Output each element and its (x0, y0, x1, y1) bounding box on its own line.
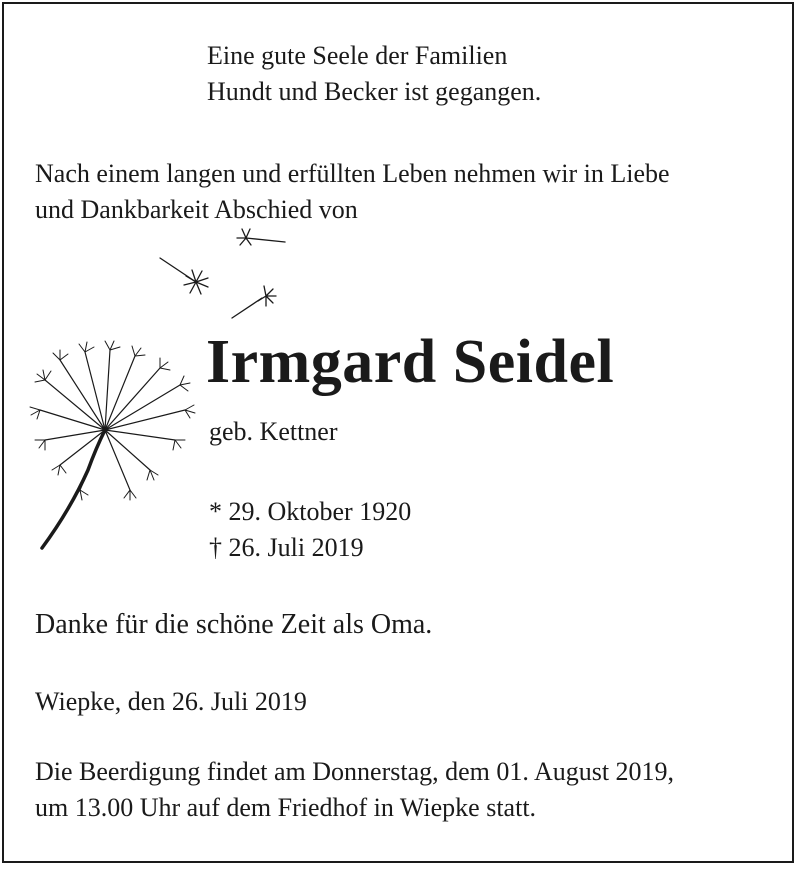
thanks-text: Danke für die schöne Zeit als Oma. (35, 609, 433, 640)
maiden-name: geb. Kettner (209, 417, 338, 446)
funeral-info (35, 754, 674, 826)
lead-line-2: und Dankbarkeit Abschied von (35, 195, 358, 224)
life-dates (209, 494, 411, 566)
funeral-line-2: um 13.00 Uhr auf dem Friedhof in Wiepke statt. (35, 793, 537, 822)
intro-text (207, 38, 541, 110)
place-date: Wiepke, den 26. Juli 2019 (35, 687, 307, 716)
intro-line-1: Eine gute Seele der Familien (207, 41, 508, 70)
funeral-line-1: Die Beerdigung findet am Donnerstag, dem 01. August 2019, (35, 757, 675, 786)
lead-text (35, 156, 670, 228)
deceased-name: Irmgard Seidel (206, 328, 615, 396)
intro-line-2: Hundt und Becker ist gegangen. (207, 77, 542, 106)
birth-date: * 29. Oktober 1920 (209, 497, 412, 526)
lead-line-1: Nach einem langen und erfüllten Leben nehmen wir in Liebe (35, 159, 670, 188)
death-date: † 26. Juli 2019 (209, 533, 364, 562)
